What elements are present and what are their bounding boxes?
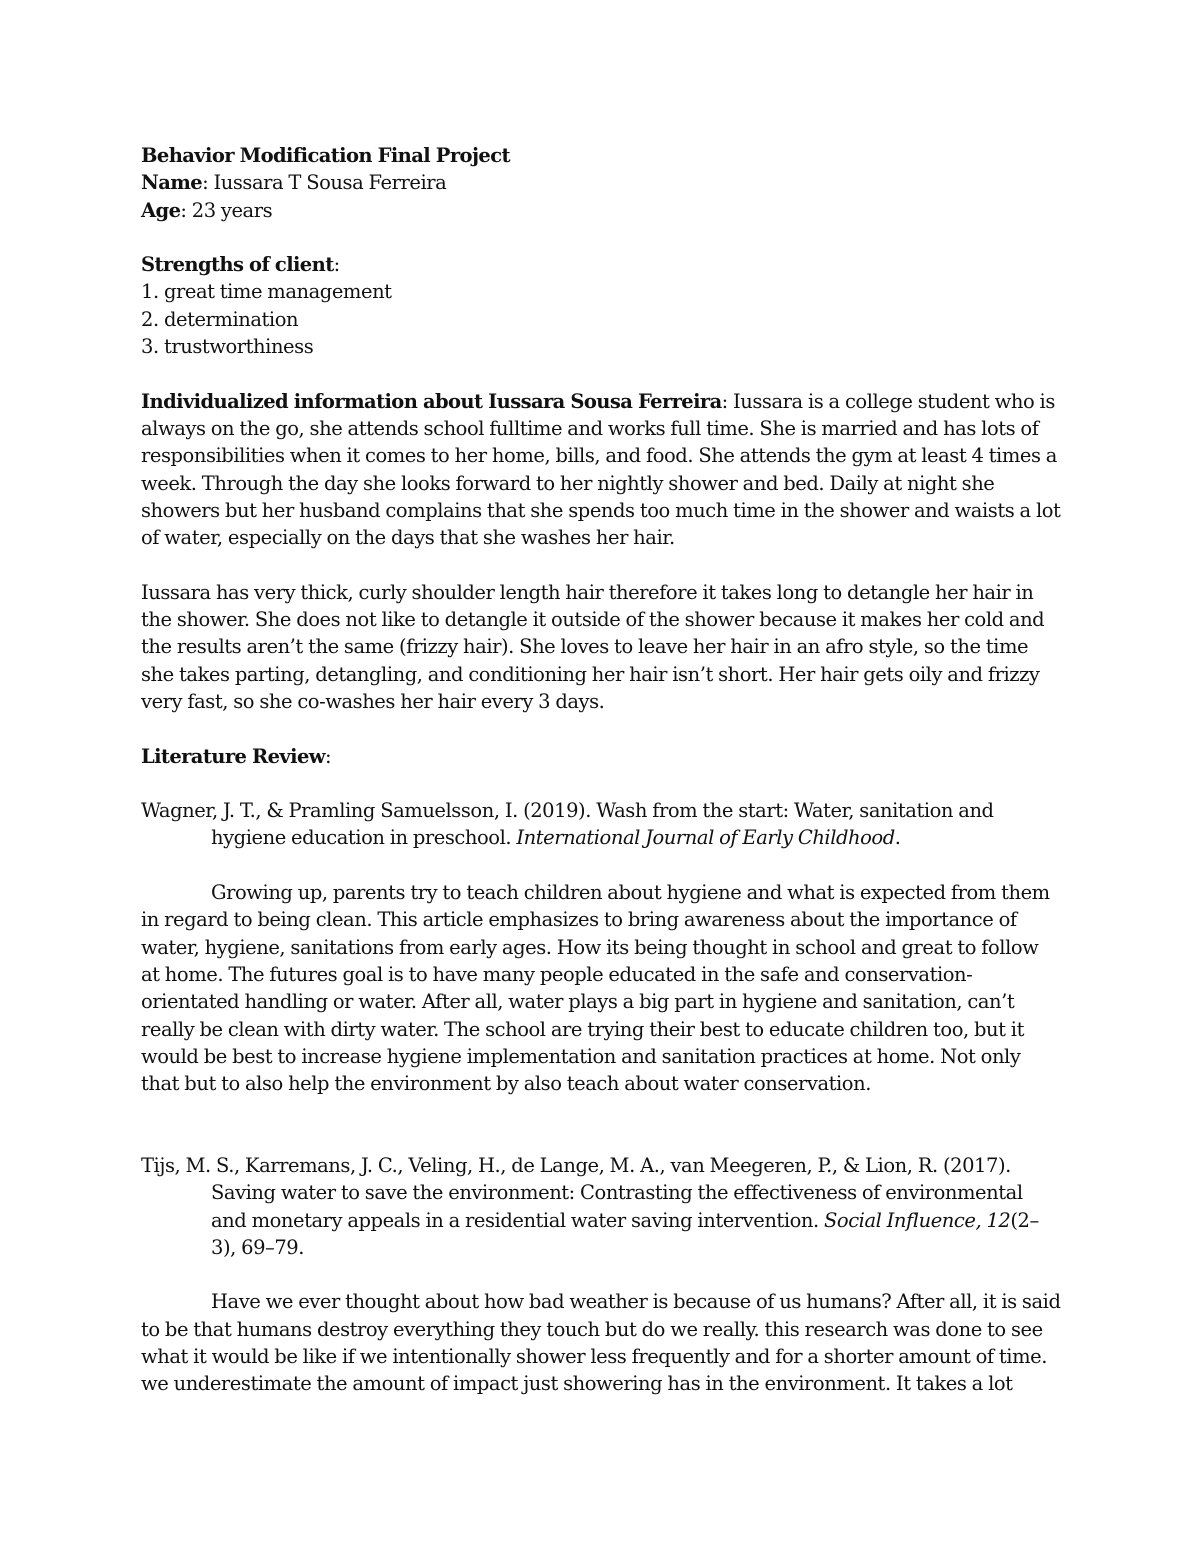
- summary-wagner: Growing up, parents try to teach children about hygiene and what is expected from them in regard to being clean. This article emphasizes to bring awareness about the importance of water, hygiene, sanitations from early ages. How its being thought in school and great to follow at home. The futures goal is to have many people educated in the safe and conservation-orientated handling or water. After all, water plays a big part in hygiene and sanitation, can’t really be clean with dirty water. The school are trying their best to educate children too, but it would be best to increase hygiene implementation and sanitation practices at home. Not only that but to also help the environment by also teach about water conservation.: [141, 881, 1050, 1096]
- strength-item: 3. trustworthiness: [141, 335, 314, 359]
- individual-info-text: : Iussara is a college student who is always on the go, she attends school fulltime and works full time. She is married and has lots of responsibilities when it comes to her home, bills, and food. She attends the gym at least 4 times a week. Through the day she looks forward to her nightly shower and bed. Daily at night she showers but her husband complains that she spends too much time in the shower and waists a lot of water, especially on the days that she washes her hair.: [141, 389, 1061, 550]
- literature-heading-text: Literature Review: [141, 744, 325, 768]
- reference-citation: Tijs, M. S., Karremans, J. C., Veling, H., de Lange, M. A., van Meegeren, P., & Lion, R. (2017). Saving water to save the environment: Contrasting the effectiveness of environmental and monetary appeals in a residential water saving intervention.: [141, 1153, 1023, 1232]
- literature-heading-colon: :: [324, 744, 332, 768]
- strengths-heading-colon: :: [333, 253, 340, 277]
- reference-end: (2–3), 69–79.: [211, 1208, 1039, 1259]
- name-label: Name: [141, 171, 203, 195]
- individual-info-paragraph: [141, 388, 1061, 552]
- strengths-heading-text: Strengths of client: [141, 253, 334, 277]
- age-value: : 23 years: [180, 198, 273, 222]
- reference-journal: International Journal of Early Childhood: [516, 826, 895, 850]
- name-value: : Iussara T Sousa Ferreira: [202, 171, 447, 195]
- individual-info-label: Individualized information about Iussara Sousa Ferreira: [141, 389, 722, 413]
- strength-item: 2. determination: [141, 307, 299, 331]
- name-line: [141, 169, 1061, 196]
- age-line: [141, 197, 1061, 224]
- reference-end: .: [894, 826, 901, 850]
- document-title: [141, 142, 1061, 169]
- age-label: Age: [141, 198, 181, 222]
- title-text: Behavior Modification Final Project: [141, 144, 510, 167]
- hair-paragraph: Iussara has very thick, curly shoulder length hair therefore it takes long to detangle her hair in the shower. She does not like to detangle it outside of the shower because it makes her cold and the results aren’t the same (frizzy hair). She loves to leave her hair in an afro style, so the time she takes parting, detangling, and conditioning her hair isn’t short. Her hair gets oily and frizzy very fast, so she co-washes her hair every 3 days.: [141, 580, 1045, 713]
- document-page: [141, 142, 1061, 1398]
- reference-wagner: [141, 797, 1061, 852]
- strength-item: 1. great time management: [141, 280, 392, 304]
- strengths-heading: [141, 251, 1061, 278]
- reference-citation: Wagner, J. T., & Pramling Samuelsson, I. (2019). Wash from the start: Water, sanitation and hygiene education in preschool.: [141, 799, 994, 850]
- reference-journal: Social Influence, 12: [824, 1208, 1011, 1232]
- reference-tijs: [141, 1152, 1061, 1261]
- summary-tijs: Have we ever thought about how bad weather is because of us humans? After all, it is said to be that humans destroy everything they touch but do we really. this research was done to see what it would be like if we intentionally shower less frequently and for a shorter amount of time. we underestimate the amount of impact just showering has in the environment. It takes a lot: [141, 1290, 1061, 1396]
- literature-heading: [141, 743, 1061, 770]
